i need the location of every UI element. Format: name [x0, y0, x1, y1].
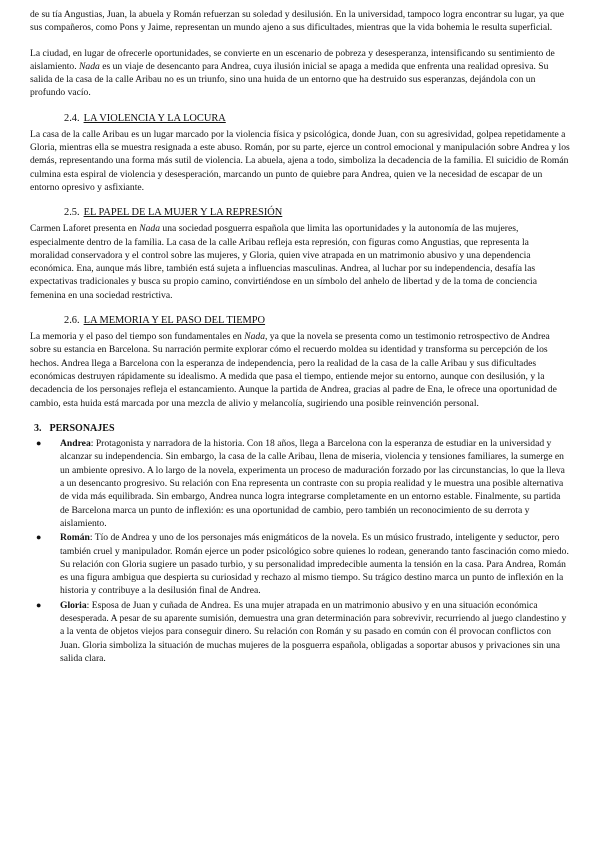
section-number: 2.5.	[64, 207, 80, 219]
character-description: : Protagonista y narradora de la historia. Con 18 años, llega a Barcelona con la esperanza de estudiar en la universidad y alcanzar su independencia. Sin embargo, la casa de la calle Aribau, llena de miseria, violencia y tensiones familiares, la sumerge en un ambiente opresivo. A lo largo de la novela, experimenta un proceso de maduración forzado por las circunstancias, lo que la lleva a un desencanto progresivo. Su relación con Ena representa un contraste con su propia realidad y le muestra una posible alternativa de vida más equilibrada. Sin embargo, Andrea nunca logra integrarse completamente en un entorno estable. Finalmente, su partida de Barcelona marca un punto de inflexión: es una oportunidad de cambio, pero también un reconocimiento de su derrota y aislamiento.	[60, 438, 565, 529]
bullet-icon: ●	[36, 599, 42, 610]
section-paragraph-mujer: Carmen Laforet presenta en Nada una sociedad posguerra española que limita las oportunidades y la autonomía de las mujeres, especialmente dentro de la familia. La casa de la calle Aribau refleja esta represión, con figuras como Angustias, que representa la moralidad conservadora y el control sobre las mujeres, y Gloria, quien vive atrapada en un matrimonio abusivo y una dependencia económica. Ena, aunque más libre, también está sujeta a influencias masculinas. Andrea, al luchar por su independencia, desafía las expectativas tradicionales y busca su propio camino, convirtiéndose en un símbolo del anhelo de libertad y de la toma de conciencia femenina en una sociedad restrictiva.	[30, 223, 537, 301]
personajes-list	[30, 437, 570, 665]
section-paragraph-violencia: La casa de la calle Aribau es un lugar marcado por la violencia física y psicológica, donde Juan, con su agresividad, golpea repetidamente a Gloria, mientras ella se muestra resignada a este abuso. Román, por su parte, ejerce un control emocional y manipulación sobre Andrea y los demás, representando una forma más sutil de violencia. La abuela, ajena a todo, simboliza la decadencia de la familia. El suicidio de Román culmina esta espiral de violencia y desesperación, marcando un punto de quiebre para Andrea, quien ve la necesidad de escapar de un entorno opresivo y asfixiante.	[30, 128, 570, 193]
bullet-icon: ●	[36, 438, 42, 449]
list-item-andrea	[30, 437, 570, 530]
personajes-title: PERSONAJES	[49, 422, 115, 434]
list-item-gloria	[30, 599, 570, 665]
character-name: Andrea	[60, 438, 91, 450]
section-heading-violencia	[64, 112, 570, 126]
section-title: LA MEMORIA Y EL PASO DEL TIEMPO	[83, 315, 266, 327]
section-heading-memoria	[64, 314, 570, 328]
section-paragraph-memoria: La memoria y el paso del tiempo son fundamentales en Nada, ya que la novela se presenta como un testimonio retrospectivo de Andrea sobre su estancia en Barcelona. Su narración permite explorar cómo el recuerdo moldea su identidad y transforma su percepción de los hechos. Andrea llega a Barcelona con la esperanza de independencia, pero la realidad de la casa de la calle Aribau y sus dificultades económicas destruyen rápidamente su idealismo. A medida que pasa el tiempo, entiende mejor su entorno, aunque con desilusión, y la decadencia de los personajes refleja el estancamiento. Aunque la partida de Andrea, gracias al padre de Ena, le ofrece una oportunidad de cambio, esta huida está marcada por una mezcla de alivio y melancolía, sugiriendo una posible reinvención personal.	[30, 331, 557, 409]
intro-paragraph-1: de su tía Angustias, Juan, la abuela y Román refuerzan su soledad y desilusión. En la universidad, tampoco logra encontrar su lugar, ya que sus compañeros, como Pons y Jaime, representan un mundo ajeno a sus dificultades, mientras que la vida bohemia le resulta superficial.	[30, 9, 565, 34]
section-number: 2.6.	[64, 315, 80, 327]
section-title: LA VIOLENCIA Y LA LOCURA	[83, 112, 226, 124]
personajes-heading	[34, 422, 570, 435]
bullet-icon: ●	[36, 532, 42, 543]
intro-paragraph-2: La ciudad, en lugar de ofrecerle oportunidades, se convierte en un escenario de pobreza y desesperanza, intensificando su sentimiento de aislamiento. Nada es un viaje de desencanto para Andrea, cuya ilusión inicial se apaga a medida que enfrenta una realidad opresiva. Su salida de la casa de la calle Aribau no es un triunfo, sino una huida de un entorno que ha destruido sus esperanzas, dejándola con un profundo vacío.	[30, 47, 555, 99]
section-title: EL PAPEL DE LA MUJER Y LA REPRESIÓN	[83, 207, 283, 219]
list-item-roman	[30, 531, 570, 597]
character-name: Román	[60, 532, 90, 544]
character-description: : Tío de Andrea y uno de los personajes más enigmáticos de la novela. Es un músico frustrado, inteligente y seductor, pero también cruel y manipulador. Román ejerce un poder psicológico sobre quienes lo rodean, generando tanto fascinación como miedo. Su relación con Gloria sugiere un pasado turbio, y su personalidad impredecible aumenta la tensión en la casa. Para Andrea, Román es una figura ambigua que despierta su curiosidad y rechazo al mismo tiempo. Su trágico destino marca un punto de inflexión en la historia y contribuye a la desilusión final de Andrea.	[60, 532, 569, 597]
section-heading-mujer	[64, 206, 570, 220]
section-number: 2.4.	[64, 112, 80, 124]
character-description: : Esposa de Juan y cuñada de Andrea. Es una mujer atrapada en un matrimonio abusivo y en una situación económica desesperada. A pesar de su aparente sumisión, demuestra una gran determinación para sobrevivir, recurriendo al juego clandestino y a la venta de objetos viejos para conseguir dinero. Su relación con Román y su pasado en común con él provocan conflictos con Juan. Gloria simboliza la situación de muchas mujeres de la posguerra española, obligadas a soportar abusos y privaciones sin una salida clara.	[60, 599, 567, 664]
character-name: Gloria	[60, 599, 87, 611]
personajes-number: 3.	[34, 422, 42, 434]
